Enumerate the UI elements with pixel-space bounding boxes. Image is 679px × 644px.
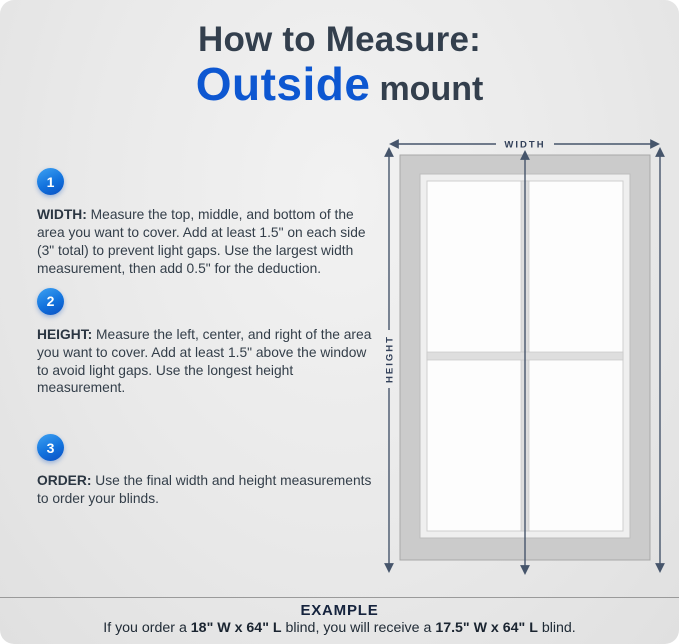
step-2-label: HEIGHT: — [37, 326, 93, 342]
step-1-number-badge — [37, 168, 64, 195]
step-3-paragraph — [37, 472, 373, 508]
example-middle: blind, you will receive a — [281, 620, 436, 636]
step-1-paragraph — [37, 206, 373, 278]
step-2-number-badge — [37, 288, 64, 315]
width-dimension-label: WIDTH — [504, 139, 546, 151]
step-1-body: Measure the top, middle, and bottom of the area you want to cover. Add at least 1.5" on each side (3" total) to prevent light gaps. Use the largest width measurement, then add 0.5" for the deduction. — [37, 207, 366, 276]
title-accent-word: Outside — [195, 58, 371, 110]
step-1 — [37, 168, 373, 278]
step-3-body: Use the final width and height measurements to order your blinds. — [37, 473, 372, 507]
example-suffix: blind. — [537, 620, 576, 636]
example-heading: EXAMPLE — [300, 602, 379, 619]
title-rest-word: mount — [379, 70, 484, 108]
step-3-number-badge — [37, 434, 64, 461]
step-2-paragraph — [37, 326, 373, 398]
footer-divider — [0, 597, 679, 598]
height-dimension-label: HEIGHT — [384, 335, 396, 383]
height-dimension-label-group — [385, 335, 396, 383]
step-1-label: WIDTH: — [37, 207, 87, 222]
step-2-body: Measure the left, center, and right of the area you want to cover. Add at least 1.5" above the window to avoid light gaps. Use the longest height measurement. — [37, 326, 372, 396]
example-prefix: If you order a — [103, 620, 191, 636]
step-1-number: 1 — [46, 173, 55, 190]
step-3-label: ORDER: — [37, 473, 92, 489]
steps-list — [37, 168, 373, 508]
page-title — [0, 20, 679, 110]
step-2 — [37, 288, 373, 398]
step-2-number: 2 — [46, 293, 55, 310]
example-sentence — [0, 620, 679, 636]
example-order-size: 18" W x 64" L — [190, 620, 282, 636]
step-3-number: 3 — [46, 439, 55, 456]
example-receive-size: 17.5" W x 64" L — [435, 620, 538, 636]
title-line-2 — [0, 58, 679, 110]
step-3 — [37, 434, 373, 508]
title-line-1: How to Measure: — [197, 20, 482, 59]
window-measurement-diagram — [375, 130, 675, 585]
